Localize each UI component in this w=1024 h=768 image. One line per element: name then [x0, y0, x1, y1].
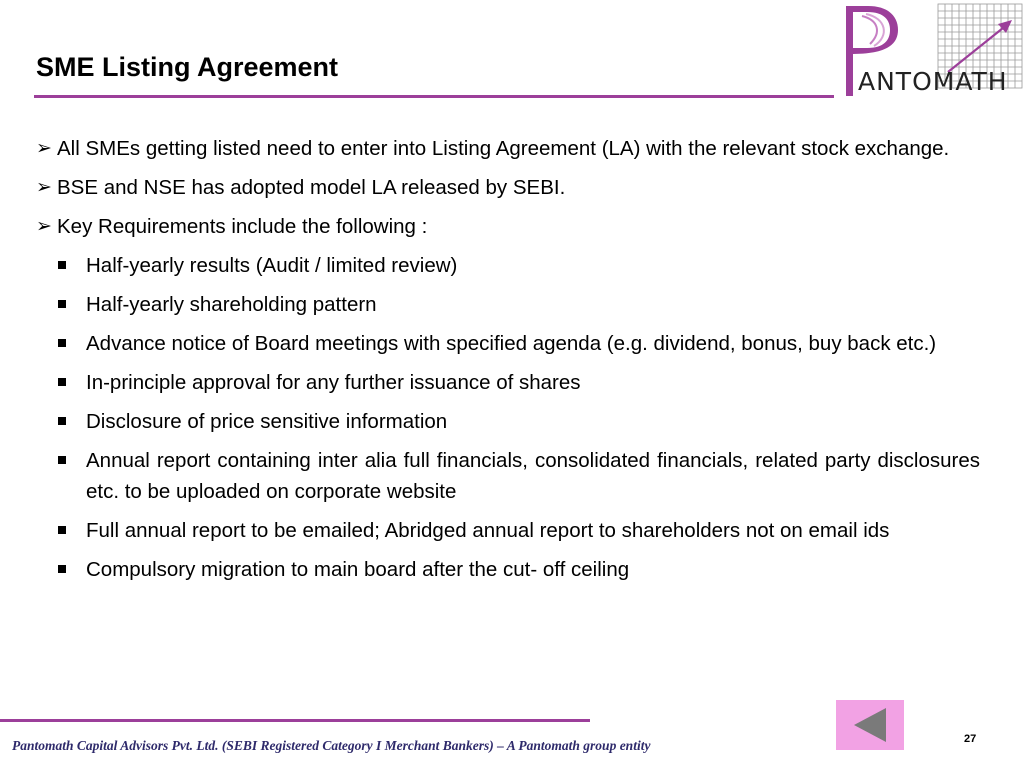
sub-bullet-text: Disclosure of price sensitive information — [86, 410, 448, 433]
footer-caption: Pantomath Capital Advisors Pvt. Ltd. (SEBI Registered Category I Merchant Bankers) – A Pantomath group entity — [12, 738, 651, 753]
bullet-text: Key Requirements include the following : — [57, 215, 428, 238]
sub-bullet-item — [36, 554, 980, 585]
sub-bullet-text: Half-yearly results (Audit / limited review) — [86, 254, 458, 277]
arrow-bullet-icon: ➢ — [36, 215, 52, 237]
square-bullet-icon — [58, 565, 66, 573]
square-bullet-icon — [58, 417, 66, 425]
logo-wordmark: ANTOMATH — [858, 67, 1008, 96]
square-bullet-icon — [58, 261, 66, 269]
square-bullet-icon — [58, 526, 66, 534]
pantomath-logo — [840, 2, 1024, 98]
title-divider — [34, 95, 834, 98]
sub-bullet-item — [36, 367, 980, 398]
slide-title: SME Listing Agreement — [36, 52, 339, 82]
square-bullet-icon — [58, 378, 66, 386]
sub-bullet-item — [36, 445, 980, 507]
square-bullet-icon — [58, 339, 66, 347]
sub-bullet-text: In-principle approval for any further issuance of shares — [86, 371, 581, 394]
triangle-left-icon — [850, 705, 890, 745]
slide-body — [36, 133, 980, 593]
sub-bullet-text: Half-yearly shareholding pattern — [86, 293, 377, 316]
footer-divider — [0, 719, 590, 722]
arrow-bullet-icon: ➢ — [36, 176, 52, 198]
sub-bullet-item — [36, 289, 980, 320]
sub-bullet-text: Annual report containing inter alia full financials, consolidated financials, related party disclosures etc. to be uploaded on corporate website — [86, 449, 980, 503]
sub-bullet-text: Compulsory migration to main board after the cut- off ceiling — [86, 558, 630, 581]
arrow-bullet-icon: ➢ — [36, 137, 52, 159]
previous-slide-button[interactable] — [836, 700, 904, 750]
bullet-item — [36, 211, 980, 242]
sub-bullet-text: Full annual report to be emailed; Abridged annual report to shareholders not on email ids — [86, 519, 890, 542]
bullet-text: BSE and NSE has adopted model LA released by SEBI. — [57, 176, 566, 199]
square-bullet-icon — [58, 456, 66, 464]
sub-bullet-item — [36, 328, 980, 359]
sub-bullet-item — [36, 515, 980, 546]
page-number: 27 — [964, 733, 977, 745]
bullet-item — [36, 133, 980, 164]
sub-bullet-item — [36, 406, 980, 437]
square-bullet-icon — [58, 300, 66, 308]
sub-bullet-text: Advance notice of Board meetings with specified agenda (e.g. dividend, bonus, buy back etc.) — [86, 332, 937, 355]
sub-bullet-item — [36, 250, 980, 281]
bullet-text: All SMEs getting listed need to enter into Listing Agreement (LA) with the relevant stock exchange. — [57, 137, 950, 160]
bullet-item — [36, 172, 980, 203]
